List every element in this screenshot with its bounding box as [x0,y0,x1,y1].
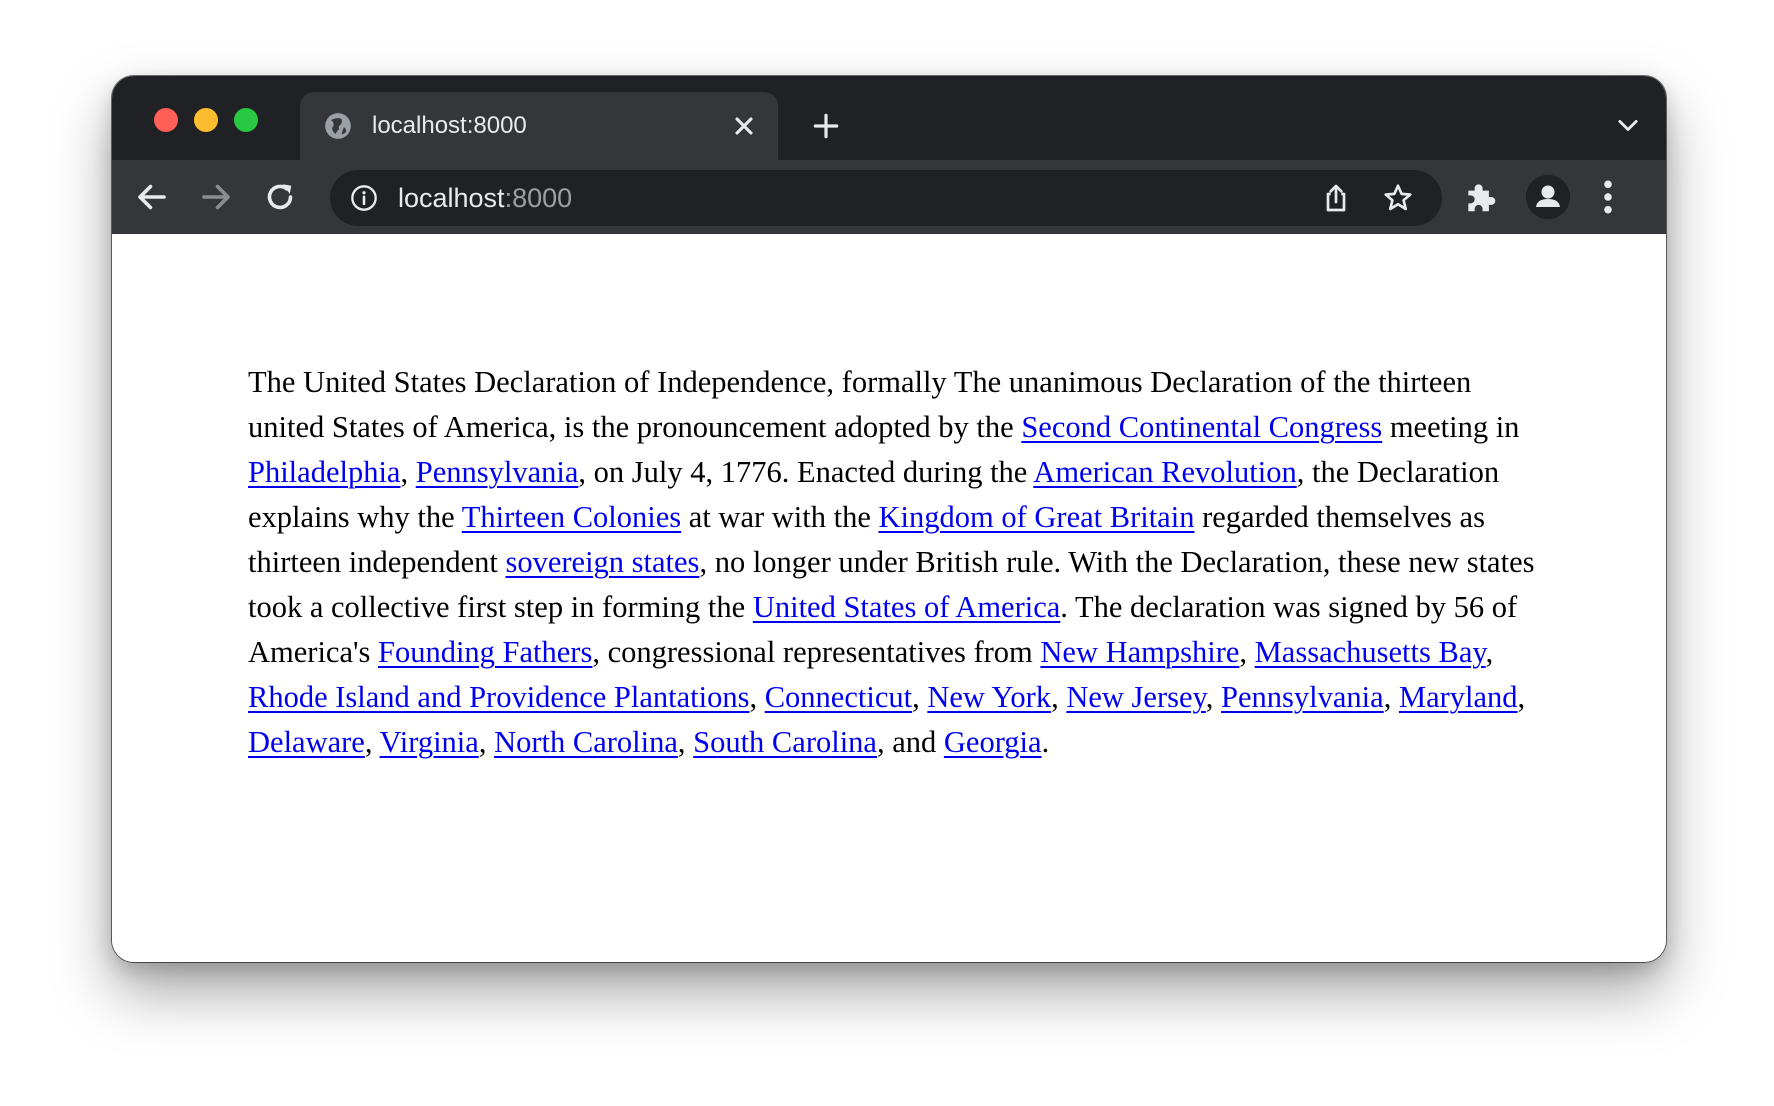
share-icon[interactable] [1320,182,1352,214]
text-run: regarded themselves as thirteen independent [248,500,1485,579]
chevron-down-icon[interactable] [1614,114,1642,138]
kebab-menu-icon[interactable] [1598,178,1618,216]
text-run: , [400,455,416,489]
link-georgia[interactable]: Georgia [943,725,1042,759]
text-run: , and [876,725,944,759]
link-north-carolina[interactable]: North Carolina [494,725,678,759]
info-icon[interactable] [350,184,378,212]
text-run: , [1239,635,1255,669]
text-run: , [1485,635,1494,669]
link-new-york[interactable]: New York [927,680,1052,714]
link-delaware[interactable]: Delaware [248,725,365,759]
text-run: meeting in [1382,410,1520,444]
link-pennsylvania[interactable]: Pennsylvania [415,455,579,489]
url-host: localhost [398,183,505,213]
profile-button[interactable] [1526,175,1570,219]
text-run: , [1383,680,1399,714]
url-text[interactable] [398,182,572,214]
article-paragraph [248,360,1538,765]
star-icon[interactable] [1382,182,1414,214]
text-run: , congressional representatives from [592,635,1041,669]
text-run: . The declaration was signed by 56 of America's [248,590,1518,669]
puzzle-icon[interactable] [1462,178,1500,216]
link-rhode-island[interactable]: Rhode Island and Providence Plantations [248,680,750,714]
tab-active[interactable] [300,92,778,160]
browser-window [112,76,1666,962]
link-new-jersey[interactable]: New Jersey [1066,680,1206,714]
text-run: , [478,725,495,759]
link-pennsylvania-state[interactable]: Pennsylvania [1221,680,1384,714]
text-run: , [912,680,928,714]
link-massachusetts-bay[interactable]: Massachusetts Bay [1254,635,1486,669]
link-founding-fathers[interactable]: Founding Fathers [377,635,593,669]
text-run: . [1041,725,1050,759]
close-window-button[interactable] [154,108,178,132]
arrow-right-icon[interactable] [198,179,234,215]
text-run: , [1051,680,1067,714]
tab-strip [112,76,1666,160]
link-maryland[interactable]: Maryland [1398,680,1518,714]
globe-icon [324,112,352,140]
link-philadelphia[interactable]: Philadelphia [248,455,401,489]
address-bar[interactable] [330,170,1442,226]
minimize-window-button[interactable] [194,108,218,132]
link-united-states-of-america[interactable]: United States of America [752,590,1061,624]
link-american-revolution[interactable]: American Revolution [1033,455,1297,489]
text-run: , [1205,680,1222,714]
text-run: , on July 4, 1776. Enacted during the [578,455,1034,489]
reload-icon[interactable] [262,179,298,215]
link-kingdom-of-great-britain[interactable]: Kingdom of Great Britain [878,500,1195,534]
text-run: at war with the [681,500,879,534]
link-virginia[interactable]: Virginia [379,725,479,759]
text-run: , [1517,680,1526,714]
link-south-carolina[interactable]: South Carolina [693,725,877,759]
text-run: The United States Declaration of Independence, formally The unanimous Declaration of the thirteen united States of America, is the pronouncement adopted by the [248,365,1472,444]
toolbar [112,160,1666,235]
text-run: , [364,725,380,759]
link-thirteen-colonies[interactable]: Thirteen Colonies [461,500,682,534]
person-icon [1526,175,1570,219]
link-connecticut[interactable]: Connecticut [764,680,913,714]
link-new-hampshire[interactable]: New Hampshire [1040,635,1240,669]
text-run: , the Declaration explains why the [248,455,1500,534]
tab-title: localhost:8000 [372,112,527,139]
link-sovereign-states[interactable]: sovereign states [505,545,700,579]
close-icon[interactable] [730,112,758,140]
plus-icon[interactable] [810,110,842,142]
link-second-continental-congress[interactable]: Second Continental Congress [1021,410,1383,444]
text-run: , [749,680,765,714]
url-port: :8000 [504,183,573,213]
zoom-window-button[interactable] [234,108,258,132]
text-run: , [677,725,694,759]
page-content [112,234,1666,962]
arrow-left-icon[interactable] [134,179,170,215]
text-run: , no longer under British rule. With the Declaration, these new states took a collective first step in forming the [248,545,1535,624]
